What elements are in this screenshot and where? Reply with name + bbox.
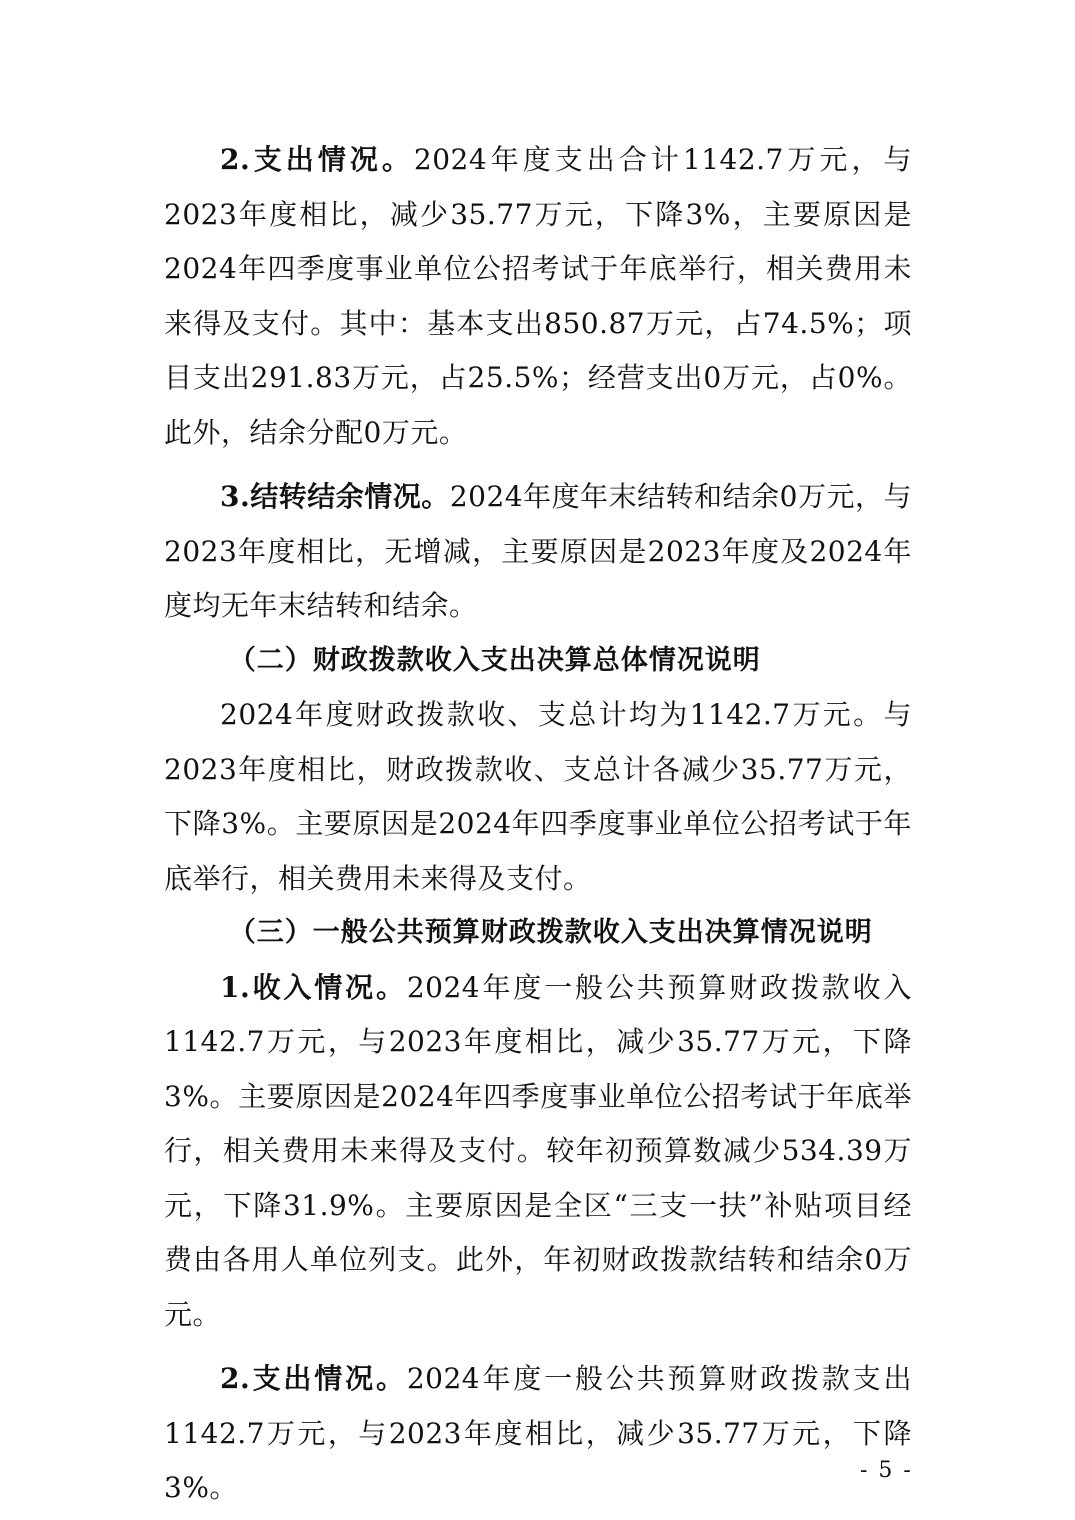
income-paragraph bbox=[164, 961, 912, 1343]
paragraph-text: 2024年度一般公共预算财政拨款收入1142.7万元，与2023年度相比，减少35.77万元，下降3%。主要原因是2024年四季度事业单位公招考试于年底举行，相关费用未来得及支付。较年初预算数减少534.39万元，下降31.9%。主要原因是全区“三支一扶”补贴项目经费由各用人单位列支。此外，年初财政拨款结转和结余0万元。 bbox=[164, 970, 913, 1331]
general-expenditure-paragraph bbox=[164, 1352, 912, 1516]
paragraph-text: 2024年度年末结转和结余0万元，与2023年度相比，无增减，主要原因是2023年度及2024年度均无年末结转和结余。 bbox=[164, 480, 913, 622]
section-heading: （三）一般公共预算财政拨款收入支出决算情况说明 bbox=[228, 917, 873, 948]
page-number: - 5 - bbox=[860, 1458, 913, 1483]
paragraph-lead: 2.支出情况。 bbox=[220, 143, 414, 176]
document-body bbox=[164, 133, 912, 1516]
section-heading: （二）财政拨款收入支出决算总体情况说明 bbox=[228, 644, 761, 676]
expenditure-paragraph bbox=[164, 133, 912, 460]
paragraph-lead: 1.收入情况。 bbox=[220, 970, 407, 1004]
paragraph-text: 2024年度财政拨款收、支总计均为1142.7万元。与2023年度相比，财政拨款收、支总计各减少35.77万元，下降3%。主要原因是2024年四季度事业单位公招考试于年底举行，相关费用未来得及支付。 bbox=[164, 698, 912, 895]
paragraph-lead: 3.结转结余情况。 bbox=[220, 480, 450, 513]
paragraph-lead: 2.支出情况。 bbox=[220, 1362, 407, 1395]
paragraph-text: 2024年度一般公共预算财政拨款支出1142.7万元，与2023年度相比，减少35.77万元，下降3%。 bbox=[164, 1362, 913, 1504]
paragraph-text: 2024年度支出合计1142.7万元，与2023年度相比，减少35.77万元，下降3%，主要原因是2024年四季度事业单位公招考试于年底举行，相关费用未来得及支付。其中：基本支出850.87万元，占74.5%；项目支出291.83万元，占25.5%；经营支出0万元，占0%。此外，结余分配0万元。 bbox=[164, 143, 912, 449]
fiscal-overview-paragraph bbox=[164, 688, 912, 906]
carryover-paragraph bbox=[164, 470, 912, 634]
